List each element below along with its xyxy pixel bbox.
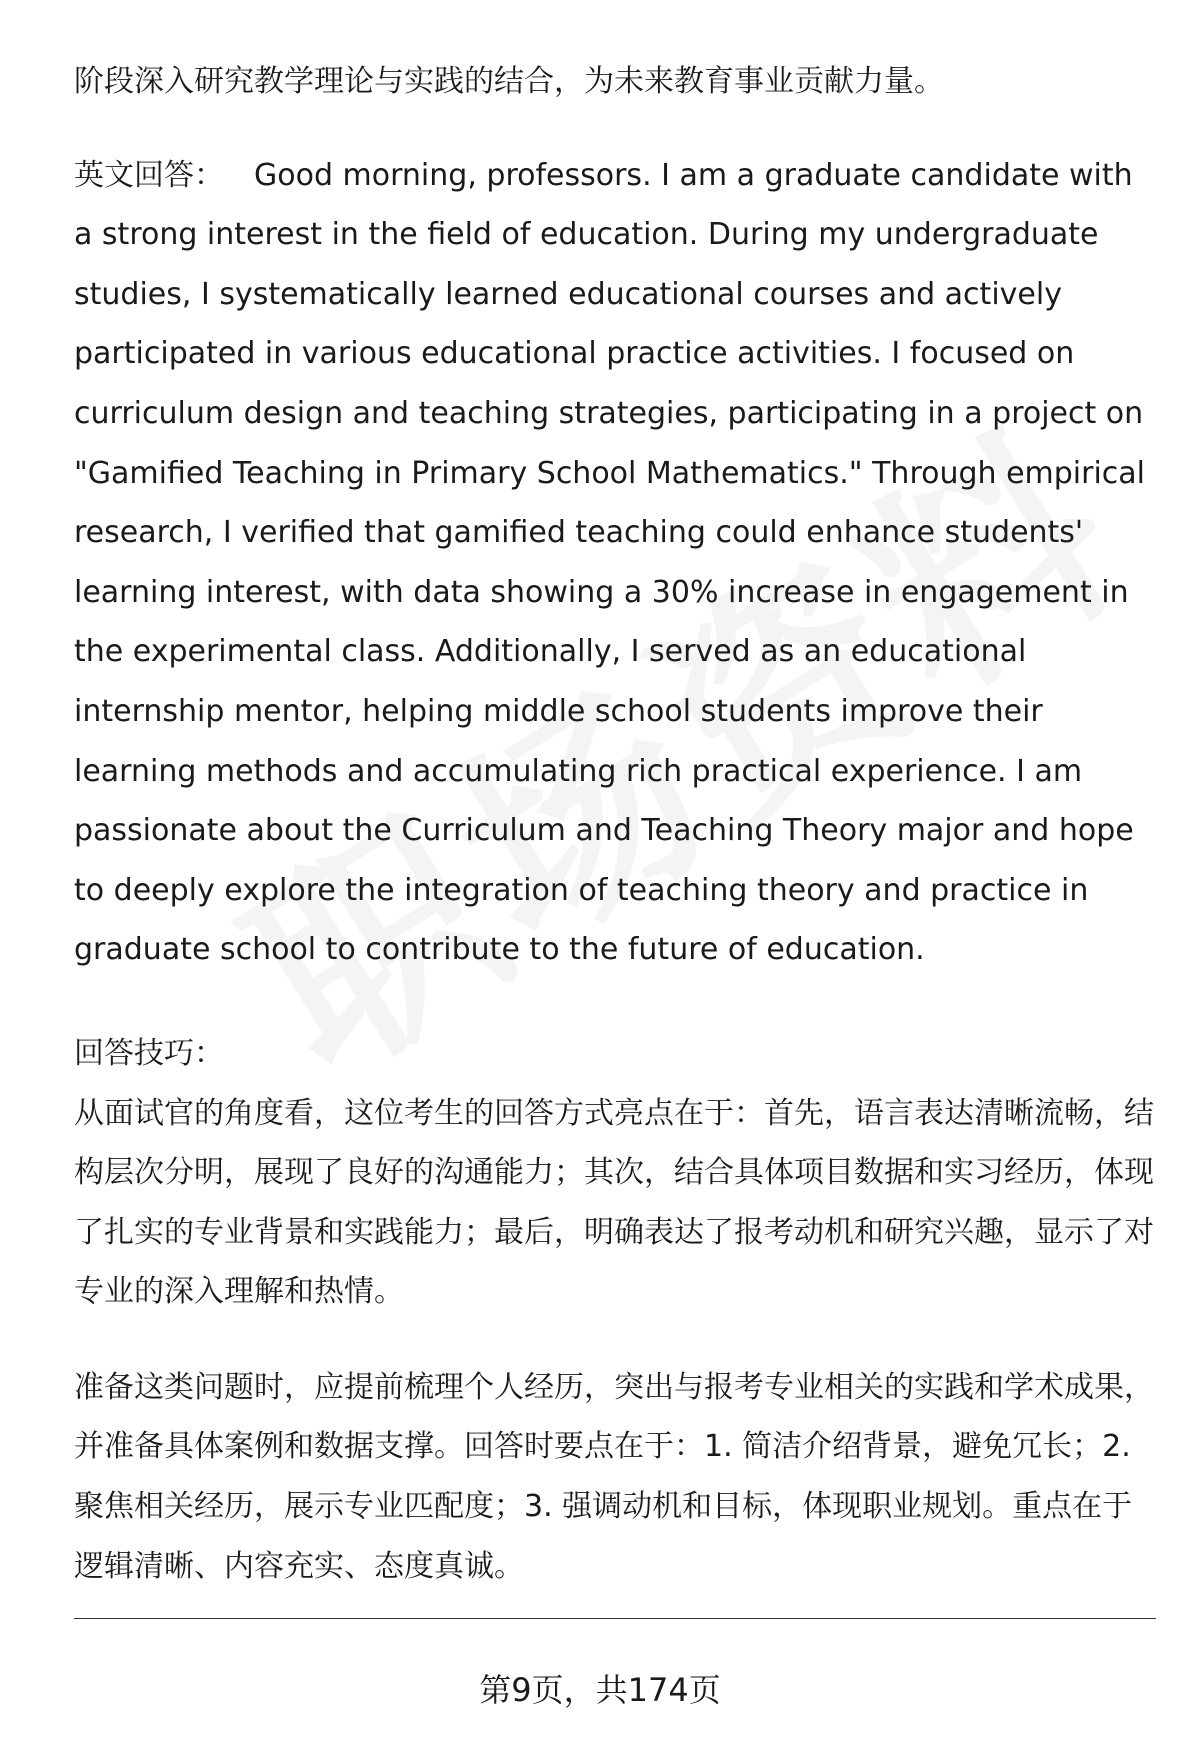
english-answer-paragraph — [74, 146, 1156, 980]
tips-paragraph-2: 准备这类问题时，应提前梳理个人经历，突出与报考专业相关的实践和学术成果，并准备具体案例和数据支撑。回答时要点在于：1. 简洁介绍背景，避免冗长；2. 聚焦相关经历，展示专业匹配度；3. 强调动机和目标，体现职业规划。重点在于逻辑清晰、内容充实、态度真诚。 — [74, 1369, 1154, 1584]
footer-divider — [74, 1618, 1156, 1619]
intro-paragraph: 阶段深入研究教学理论与实践的结合，为未来教育事业贡献力量。 — [74, 64, 944, 99]
english-answer-label: 英文回答： — [74, 157, 224, 193]
english-answer-text: Good morning, professors. I am a graduate candidate with a strong interest in the field of education. During my undergraduate studies, I systematically learned educational courses and actively participated in various educational practice activities. I focused on curriculum design and teaching strategies, participating in a project on "Gamified Teaching in Primary School Mathematics." Through empirical research, I verified that gamified teaching could enhance students' learning interest, with data showing a 30% increase in engagement in the experimental class. Additionally, I served as an educational internship mentor, helping middle school students improve their learning methods and accumulating rich practical experience. I am passionate about the Curriculum and Teaching Theory major and hope to deeply explore the integration of teaching theory and practice in graduate school to contribute to the future of education. — [74, 157, 1146, 968]
tips-paragraph-1: 从面试官的角度看，这位考生的回答方式亮点在于：首先，语言表达清晰流畅，结构层次分明，展现了良好的沟通能力；其次，结合具体项目数据和实习经历，体现了扎实的专业背景和实践能力；最后，明确表达了报考动机和研究兴趣，显示了对专业的深入理解和热情。 — [74, 1095, 1154, 1310]
document-body — [74, 52, 1156, 1596]
tips-label: 回答技巧： — [74, 1035, 224, 1071]
page-number: 第9页，共174页 — [479, 1671, 721, 1709]
